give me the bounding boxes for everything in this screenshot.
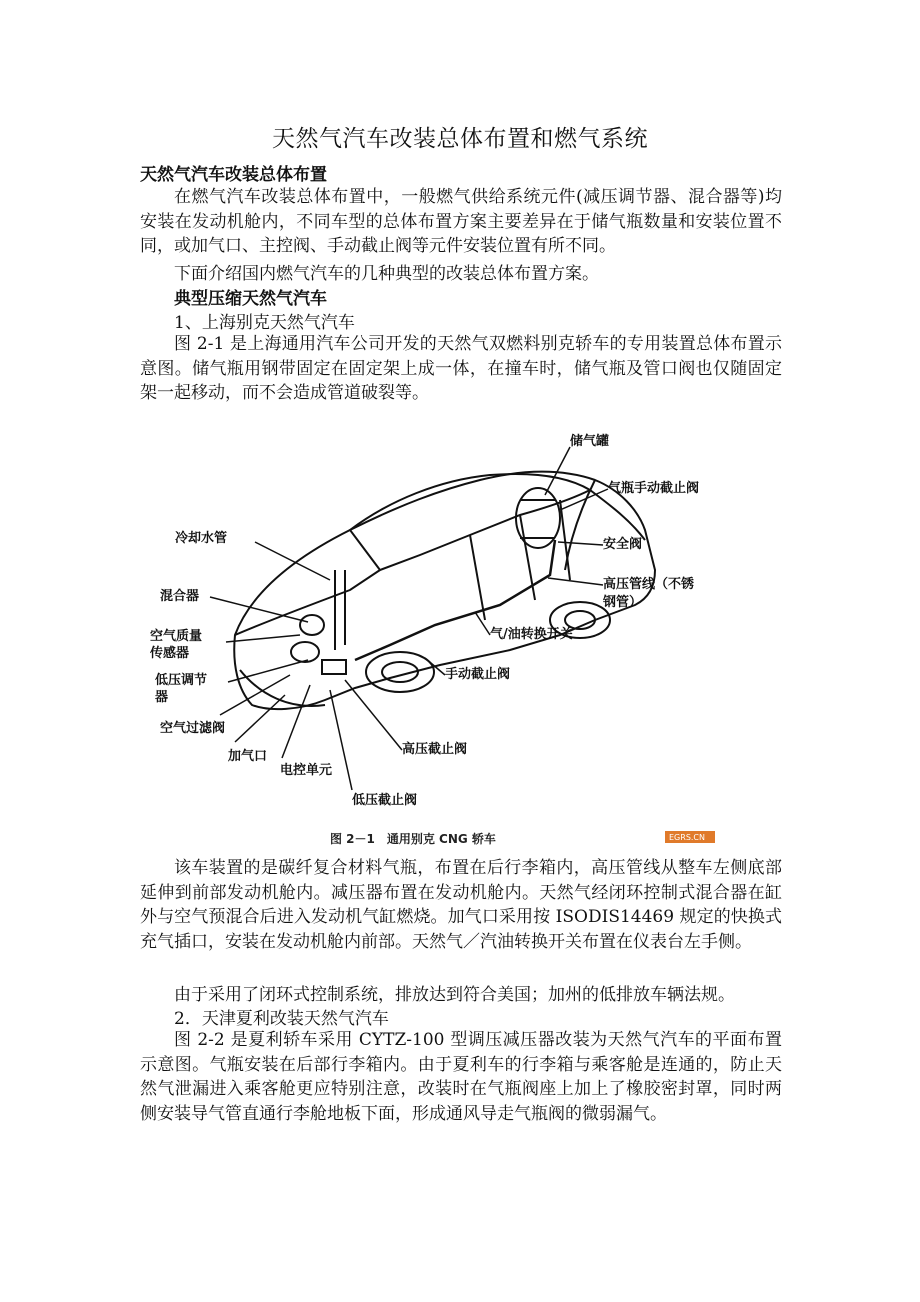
label-maf-1: 空气质量 (150, 629, 203, 644)
label-hp-line-1: 高压管线（不锈 (603, 577, 695, 592)
section-heading-layout: 天然气汽车改装总体布置 (140, 165, 327, 185)
label-hp-shutoff: 高压截止阀 (402, 742, 468, 757)
paragraph-xiali-layout: 图 2-2 是夏利轿车采用 CYTZ-100 型调压减压器改装为天然气汽车的平面布置示意图。气瓶安装在后部行李箱内。由于夏利车的行李箱与乘客舱是连通的，防止天然气泄漏进入乘客舱更应特别注意，改装时在气瓶阀座上加上了橡胶密封罩，同时两侧安装导气管直通行李舱地板下面，形成通风导走气瓶阀的微弱漏气。 (140, 1030, 782, 1124)
label-lp-reg-2: 器 (155, 690, 169, 705)
figure-caption: 图 2－1 通用别克 CNG 轿车 (330, 832, 496, 846)
label-mixer: 混合器 (160, 589, 200, 604)
paragraph-intro: 在燃气汽车改装总体布置中，一般燃气供给系统元件(减压调节器、混合器等)均安装在发动机舱内，不同车型的总体布置方案主要差异在于储气瓶数量和安装位置不同，或加气口、主控阀、手动截止阀等元件安装位置有所不同。 (140, 187, 782, 256)
label-coolant: 冷却水管 (175, 531, 228, 546)
label-air-filter: 空气过滤阀 (160, 721, 226, 736)
item-heading-xiali: 2．天津夏利改装天然气汽车 (174, 1009, 389, 1029)
label-tank-manual-valve: 气瓶手动截止阀 (608, 481, 700, 496)
label-maf-2: 传感器 (150, 646, 190, 661)
paragraph-buick-layout: 图 2-1 是上海通用汽车公司开发的天然气双燃料别克轿车的专用装置总体布置示意图。储气瓶用钢带固定在固定架上成一体，在撞车时，储气瓶及管口阀也仅随固定架一起移动，而不会造成管道破裂等。 (140, 334, 782, 403)
label-ecu: 电控单元 (280, 763, 333, 778)
paragraph-schemes: 下面介绍国内燃气汽车的几种典型的改装总体布置方案。 (174, 264, 599, 284)
paragraph-emissions: 由于采用了闭环式控制系统，排放达到符合美国；加州的低排放车辆法规。 (174, 985, 735, 1005)
item-heading-buick: 1、上海别克天然气汽车 (174, 313, 355, 333)
label-safety-valve: 安全阀 (603, 537, 643, 552)
label-storage-tank: 储气罐 (570, 434, 610, 449)
label-fuel-switch: 气/油转换开关 (490, 627, 573, 642)
leader-lines (210, 447, 608, 790)
label-lp-reg-1: 低压调节 (155, 673, 208, 688)
label-lp-shutoff: 低压截止阀 (352, 793, 418, 808)
section-heading-typical-cng: 典型压缩天然气汽车 (174, 289, 327, 309)
label-manual-shutoff: 手动截止阀 (445, 667, 511, 682)
watermark-text: EGRS.CN (669, 833, 706, 842)
label-hp-line-2: 钢管） (603, 595, 643, 610)
label-filler: 加气口 (228, 749, 268, 764)
document-title: 天然气汽车改装总体布置和燃气系统 (272, 126, 648, 152)
buick-cng-diagram (140, 420, 780, 850)
paragraph-buick-details: 该车装置的是碳纤复合材料气瓶，布置在后行李箱内，高压管线从整车左侧底部延伸到前部发动机舱内。减压器布置在发动机舱内。天然气经闭环控制式混合器在缸外与空气预混合后进入发动机气缸燃烧。加气口采用按 ISODIS14469 规定的快换式充气插口，安装在发动机舱内前部。天然气／汽油转换开关布置在仪表台左手侧。 (140, 858, 782, 952)
